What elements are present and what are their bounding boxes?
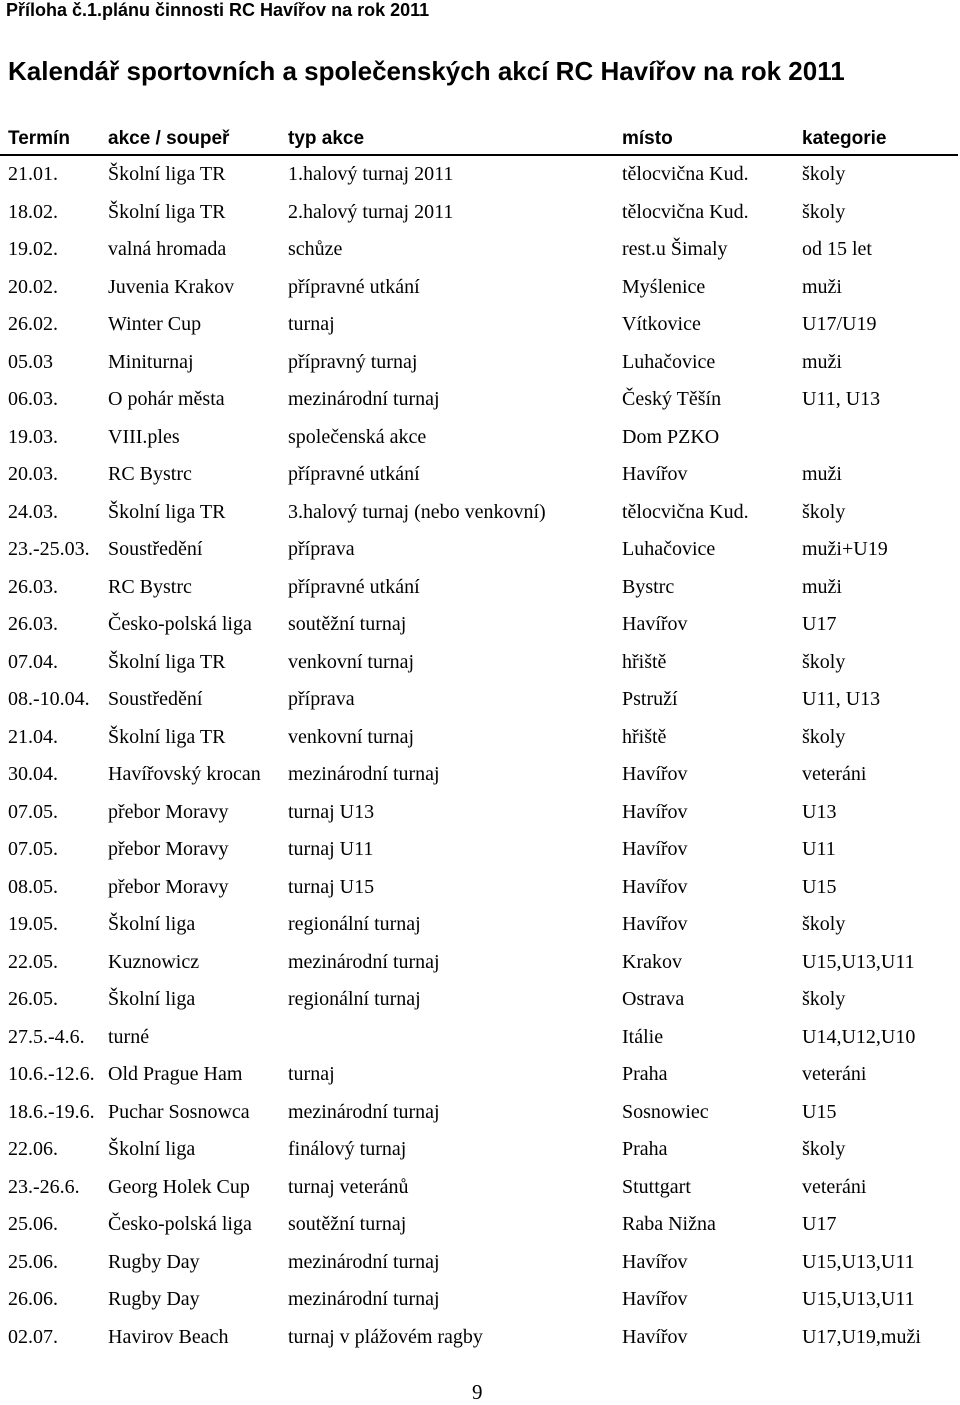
cell-venue: hřiště xyxy=(622,650,667,673)
cell-venue: Vítkovice xyxy=(622,313,701,335)
table-row xyxy=(0,387,960,417)
cell-event-type: turnaj veteránů xyxy=(288,1175,409,1198)
cell-event-type: mezinárodní turnaj xyxy=(288,1100,440,1123)
table-row xyxy=(0,875,960,905)
cell-category: U13 xyxy=(802,800,837,823)
cell-event-type: turnaj xyxy=(288,313,335,335)
cell-category: muži xyxy=(802,275,842,298)
cell-category: muži xyxy=(802,350,842,373)
table-row xyxy=(0,237,960,267)
cell-event-type: mezinárodní turnaj xyxy=(288,763,440,785)
table-row xyxy=(0,1212,960,1242)
cell-event: turné xyxy=(108,1025,150,1048)
table-row xyxy=(0,537,960,567)
table-row xyxy=(0,350,960,380)
cell-category: veteráni xyxy=(802,763,867,785)
cell-event: Školní liga TR xyxy=(108,500,226,523)
column-header-misto: místo xyxy=(622,128,673,149)
cell-category: školy xyxy=(802,1138,846,1160)
cell-date: 06.03. xyxy=(8,388,58,410)
table-row xyxy=(0,837,960,867)
cell-venue: rest.u Šimaly xyxy=(622,238,728,260)
document-title: Kalendář sportovních a společenských akcí RC Havířov na rok 2011 xyxy=(8,56,845,86)
cell-venue: Myślenice xyxy=(622,275,706,298)
cell-event-type: 3.halový turnaj (nebo venkovní) xyxy=(288,500,546,523)
table-row xyxy=(0,650,960,680)
cell-category: školy xyxy=(802,988,846,1010)
cell-date: 25.06. xyxy=(8,1250,58,1273)
cell-event: Školní liga TR xyxy=(108,725,226,748)
table-row xyxy=(0,762,960,792)
table-row xyxy=(0,725,960,755)
cell-venue: Havířov xyxy=(622,1325,688,1348)
cell-date: 22.06. xyxy=(8,1138,58,1160)
cell-event: Školní liga xyxy=(108,988,196,1010)
cell-event-type: přípravné utkání xyxy=(288,575,420,598)
cell-venue: Krakov xyxy=(622,950,682,973)
cell-date: 07.04. xyxy=(8,650,58,673)
cell-event-type: příprava xyxy=(288,538,355,560)
cell-venue: Havířov xyxy=(622,763,688,785)
cell-date: 19.05. xyxy=(8,913,58,935)
cell-category: muži xyxy=(802,575,842,598)
cell-event-type: regionální turnaj xyxy=(288,988,421,1010)
cell-event-type: turnaj xyxy=(288,1063,335,1085)
table-row xyxy=(0,1025,960,1055)
cell-category: U15 xyxy=(802,875,837,898)
cell-date: 26.03. xyxy=(8,613,58,635)
table-row xyxy=(0,1137,960,1167)
cell-event-type: přípravné utkání xyxy=(288,463,420,485)
column-header-kategorie: kategorie xyxy=(802,128,887,149)
cell-event: Školní liga TR xyxy=(108,200,226,223)
table-row xyxy=(0,575,960,605)
cell-date: 08.05. xyxy=(8,875,58,898)
cell-event: Rugby Day xyxy=(108,1250,200,1273)
cell-event: Soustředění xyxy=(108,688,203,710)
cell-venue: tělocvična Kud. xyxy=(622,500,749,523)
cell-date: 24.03. xyxy=(8,500,58,523)
cell-venue: hřiště xyxy=(622,725,667,748)
cell-date: 25.06. xyxy=(8,1213,58,1235)
cell-venue: Havířov xyxy=(622,613,688,635)
cell-event: Georg Holek Cup xyxy=(108,1175,250,1198)
cell-date: 19.03. xyxy=(8,425,58,448)
table-row xyxy=(0,612,960,642)
cell-venue: Bystrc xyxy=(622,575,675,598)
cell-event-type: schůze xyxy=(288,238,343,260)
cell-venue: Havířov xyxy=(622,800,688,823)
cell-category: U11, U13 xyxy=(802,388,881,410)
table-row xyxy=(0,987,960,1017)
cell-event: RC Bystrc xyxy=(108,575,192,598)
cell-event: Soustředění xyxy=(108,538,203,560)
cell-venue: Havířov xyxy=(622,875,688,898)
cell-event-type: společenská akce xyxy=(288,425,427,448)
cell-category: U14,U12,U10 xyxy=(802,1025,916,1048)
cell-venue: Itálie xyxy=(622,1025,664,1048)
column-header-termin: Termín xyxy=(8,128,70,149)
cell-venue: Raba Nižna xyxy=(622,1213,716,1235)
cell-event: Školní liga xyxy=(108,913,196,935)
cell-event: Havirov Beach xyxy=(108,1325,229,1348)
cell-category: veteráni xyxy=(802,1063,867,1085)
cell-event-type: 2.halový turnaj 2011 xyxy=(288,200,454,223)
cell-category: od 15 let xyxy=(802,238,872,260)
cell-event-type: přípravné utkání xyxy=(288,275,420,298)
table-row xyxy=(0,162,960,192)
cell-venue: Stuttgart xyxy=(622,1175,691,1198)
cell-date: 20.03. xyxy=(8,463,58,485)
table-row xyxy=(0,800,960,830)
cell-event: přebor Moravy xyxy=(108,838,229,860)
cell-category: školy xyxy=(802,725,846,748)
table-row xyxy=(0,687,960,717)
cell-venue: Praha xyxy=(622,1138,668,1160)
cell-date: 23.-25.03. xyxy=(8,538,90,560)
cell-category: U11 xyxy=(802,838,836,860)
cell-event-type: regionální turnaj xyxy=(288,913,421,935)
cell-category: U17,U19,muži xyxy=(802,1325,921,1348)
cell-date: 05.03 xyxy=(8,350,53,373)
table-row xyxy=(0,200,960,230)
cell-event: Puchar Sosnowca xyxy=(108,1100,250,1123)
cell-event-type: přípravný turnaj xyxy=(288,350,418,373)
document-header-note: Příloha č.1.plánu činnosti RC Havířov na rok 2011 xyxy=(6,0,430,20)
cell-event: valná hromada xyxy=(108,238,227,260)
cell-event: Havířovský krocan xyxy=(108,763,261,785)
cell-category: U17 xyxy=(802,1213,837,1235)
cell-venue: Praha xyxy=(622,1063,668,1085)
cell-date: 20.02. xyxy=(8,275,58,298)
cell-venue: Ostrava xyxy=(622,988,685,1010)
page-number: 9 xyxy=(472,1380,483,1404)
cell-category: veteráni xyxy=(802,1175,867,1198)
cell-event-type: mezinárodní turnaj xyxy=(288,950,440,973)
cell-event: přebor Moravy xyxy=(108,875,229,898)
table-row xyxy=(0,500,960,530)
cell-event: Školní liga xyxy=(108,1138,196,1160)
cell-event: VIII.ples xyxy=(108,425,180,448)
cell-venue: Havířov xyxy=(622,1250,688,1273)
cell-venue: Pstruží xyxy=(622,688,678,710)
cell-category: školy xyxy=(802,200,846,223)
cell-event: Juvenia Krakov xyxy=(108,275,235,298)
cell-event: Školní liga TR xyxy=(108,163,226,185)
cell-date: 22.05. xyxy=(8,950,58,973)
cell-category: U15,U13,U11 xyxy=(802,950,915,973)
cell-event-type: turnaj U15 xyxy=(288,875,375,898)
cell-event: Česko-polská liga xyxy=(108,1213,252,1235)
cell-date: 30.04. xyxy=(8,763,58,785)
cell-date: 21.01. xyxy=(8,163,58,185)
cell-venue: tělocvična Kud. xyxy=(622,163,749,185)
cell-venue: Český Těšín xyxy=(622,388,722,410)
cell-category: U15,U13,U11 xyxy=(802,1250,915,1273)
header-rule xyxy=(0,154,958,156)
table-row xyxy=(0,1287,960,1317)
table-row xyxy=(0,912,960,942)
cell-date: 26.05. xyxy=(8,988,58,1010)
cell-category: školy xyxy=(802,913,846,935)
cell-event: přebor Moravy xyxy=(108,800,229,823)
cell-date: 23.-26.6. xyxy=(8,1175,80,1198)
cell-category: U15 xyxy=(802,1100,837,1123)
column-header-typ-akce: typ akce xyxy=(288,128,365,149)
table-row xyxy=(0,1062,960,1092)
cell-category: školy xyxy=(802,500,846,523)
column-header-akce: akce / soupeř xyxy=(108,128,230,149)
cell-event: Miniturnaj xyxy=(108,350,194,373)
table-row xyxy=(0,1250,960,1280)
cell-date: 08.-10.04. xyxy=(8,688,90,710)
cell-date: 02.07. xyxy=(8,1325,58,1348)
cell-venue: Dom PZKO xyxy=(622,425,720,448)
table-row xyxy=(0,1100,960,1130)
cell-event-type: finálový turnaj xyxy=(288,1138,407,1160)
cell-venue: Havířov xyxy=(622,913,688,935)
cell-date: 21.04. xyxy=(8,725,58,748)
cell-event: Školní liga TR xyxy=(108,650,226,673)
cell-event: O pohár města xyxy=(108,388,225,410)
cell-venue: Havířov xyxy=(622,1288,688,1310)
cell-venue: Havířov xyxy=(622,838,688,860)
cell-category: školy xyxy=(802,650,846,673)
cell-category: U15,U13,U11 xyxy=(802,1288,915,1310)
cell-event: Winter Cup xyxy=(108,313,202,335)
cell-event-type: turnaj v plážovém ragby xyxy=(288,1325,483,1348)
cell-venue: Luhačovice xyxy=(622,350,716,373)
cell-event-type: mezinárodní turnaj xyxy=(288,388,440,410)
cell-event: Česko-polská liga xyxy=(108,613,252,635)
cell-event-type: turnaj U13 xyxy=(288,800,375,823)
table-row xyxy=(0,312,960,342)
cell-date: 19.02. xyxy=(8,238,58,260)
cell-venue: Sosnowiec xyxy=(622,1100,709,1123)
cell-venue: Havířov xyxy=(622,463,688,485)
cell-date: 07.05. xyxy=(8,838,58,860)
cell-event-type: 1.halový turnaj 2011 xyxy=(288,163,454,185)
cell-category: muži+U19 xyxy=(802,538,888,560)
cell-event-type: venkovní turnaj xyxy=(288,725,415,748)
cell-event: Kuznowicz xyxy=(108,950,200,973)
cell-event-type: soutěžní turnaj xyxy=(288,1213,407,1235)
cell-date: 26.06. xyxy=(8,1288,58,1310)
table-row xyxy=(0,1175,960,1205)
cell-event-type: soutěžní turnaj xyxy=(288,613,407,635)
cell-date: 26.03. xyxy=(8,575,58,598)
cell-category: U17 xyxy=(802,613,837,635)
cell-venue: tělocvična Kud. xyxy=(622,200,749,223)
cell-event: Rugby Day xyxy=(108,1288,200,1310)
table-row xyxy=(0,275,960,305)
table-row xyxy=(0,462,960,492)
cell-venue: Luhačovice xyxy=(622,538,716,560)
cell-date: 07.05. xyxy=(8,800,58,823)
cell-event: RC Bystrc xyxy=(108,463,192,485)
cell-event-type: příprava xyxy=(288,688,355,710)
table-row xyxy=(0,425,960,455)
cell-category: U11, U13 xyxy=(802,688,881,710)
cell-date: 18.02. xyxy=(8,200,58,223)
table-row xyxy=(0,1325,960,1355)
cell-event-type: turnaj U11 xyxy=(288,838,374,860)
cell-category: U17/U19 xyxy=(802,313,877,335)
cell-date: 26.02. xyxy=(8,313,58,335)
cell-event-type: mezinárodní turnaj xyxy=(288,1250,440,1273)
cell-date: 10.6.-12.6. xyxy=(8,1063,95,1085)
cell-event-type: venkovní turnaj xyxy=(288,650,415,673)
cell-category: muži xyxy=(802,463,842,485)
cell-event: Old Prague Ham xyxy=(108,1063,243,1085)
table-row xyxy=(0,950,960,980)
cell-date: 27.5.-4.6. xyxy=(8,1025,85,1048)
cell-date: 18.6.-19.6. xyxy=(8,1100,95,1123)
cell-category: školy xyxy=(802,163,846,185)
cell-event-type: mezinárodní turnaj xyxy=(288,1288,440,1310)
